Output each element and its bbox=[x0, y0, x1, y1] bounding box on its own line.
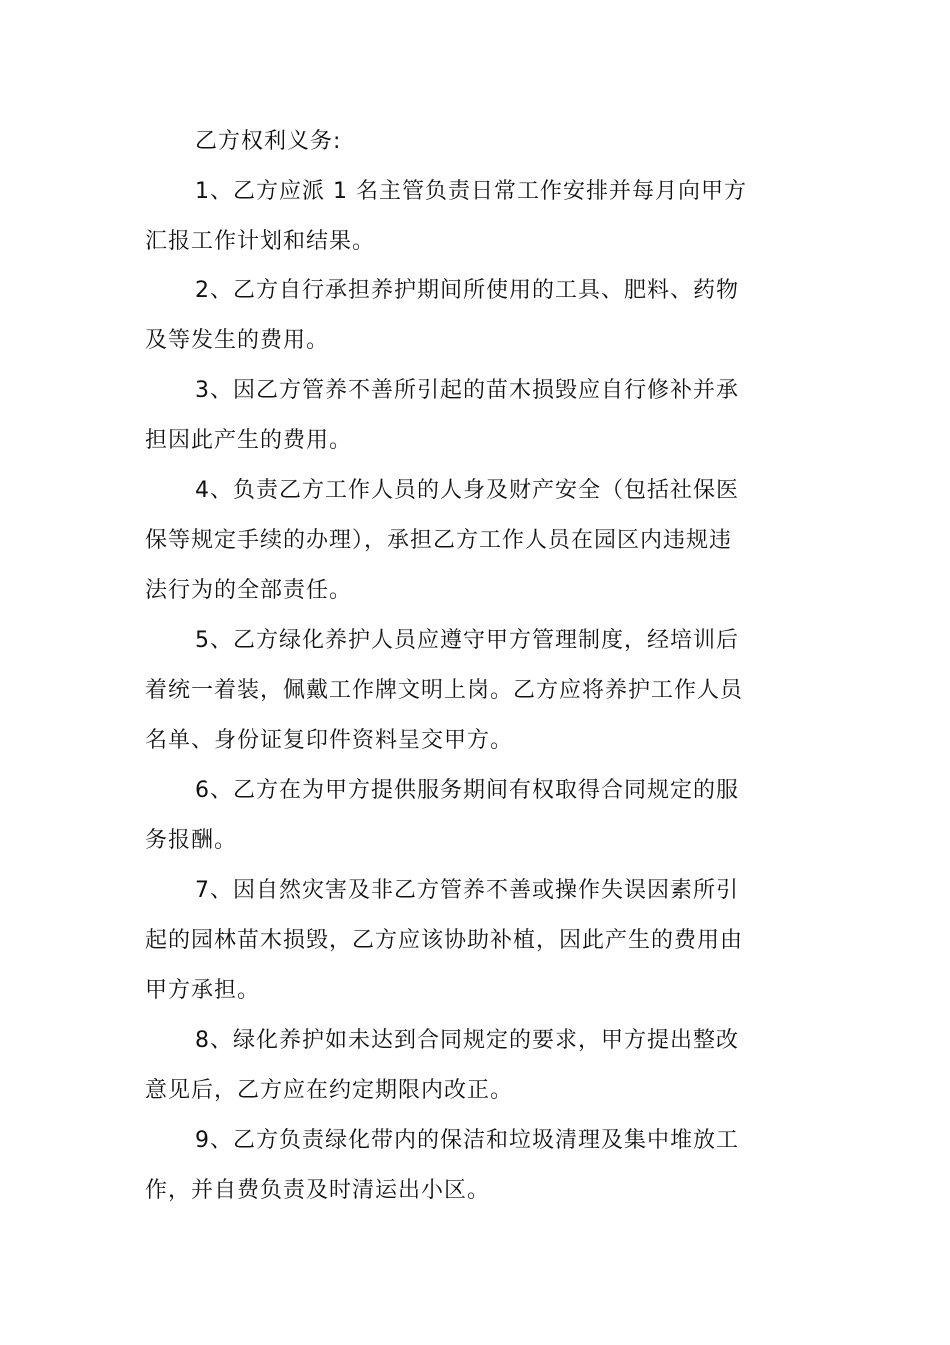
clause-6-line-1: 6、乙方在为甲方提供服务期间有权取得合同规定的服 bbox=[195, 778, 739, 803]
clause-6-line-2: 务报酬。 bbox=[145, 828, 238, 853]
clause-5-line-3: 名单、身份证复印件资料呈交甲方。 bbox=[145, 728, 514, 753]
clause-7-line-2: 起的园林苗木损毁，乙方应该协助补植，因此产生的费用由 bbox=[145, 928, 744, 953]
clause-4-line-1: 4、负责乙方工作人员的人身及财产安全（包括社保医 bbox=[195, 478, 739, 503]
clause-9-line-1: 9、乙方负责绿化带内的保洁和垃圾清理及集中堆放工 bbox=[195, 1128, 739, 1153]
clause-7-line-1: 7、因自然灾害及非乙方管养不善或操作失误因素所引 bbox=[195, 878, 739, 903]
clause-7-line-3: 甲方承担。 bbox=[145, 978, 261, 1003]
clause-1-line-1: 1、乙方应派 1 名主管负责日常工作安排并每月向甲方 bbox=[195, 179, 747, 204]
clause-3-line-2: 担因此产生的费用。 bbox=[145, 428, 353, 453]
clause-5-line-1: 5、乙方绿化养护人员应遵守甲方管理制度，经培训后 bbox=[195, 628, 739, 653]
clause-3-line-1: 3、因乙方管养不善所引起的苗木损毁应自行修补并承 bbox=[195, 378, 739, 403]
clause-4-line-3: 法行为的全部责任。 bbox=[145, 578, 353, 603]
section-heading: 乙方权利义务: bbox=[195, 129, 342, 154]
clause-1-line-2: 汇报工作计划和结果。 bbox=[145, 229, 376, 254]
clause-2-line-2: 及等发生的费用。 bbox=[145, 328, 330, 353]
clause-4-line-2: 保等规定手续的办理），承担乙方工作人员在园区内违规违 bbox=[145, 528, 733, 553]
clause-5-line-2: 着统一着装，佩戴工作牌文明上岗。乙方应将养护工作人员 bbox=[145, 678, 744, 703]
clause-2-line-1: 2、乙方自行承担养护期间所使用的工具、肥料、药物 bbox=[195, 278, 739, 303]
clause-8-line-1: 8、绿化养护如未达到合同规定的要求，甲方提出整改 bbox=[195, 1028, 739, 1053]
clause-9-line-2: 作，并自费负责及时清运出小区。 bbox=[145, 1178, 491, 1203]
clause-8-line-2: 意见后，乙方应在约定期限内改正。 bbox=[145, 1078, 514, 1103]
